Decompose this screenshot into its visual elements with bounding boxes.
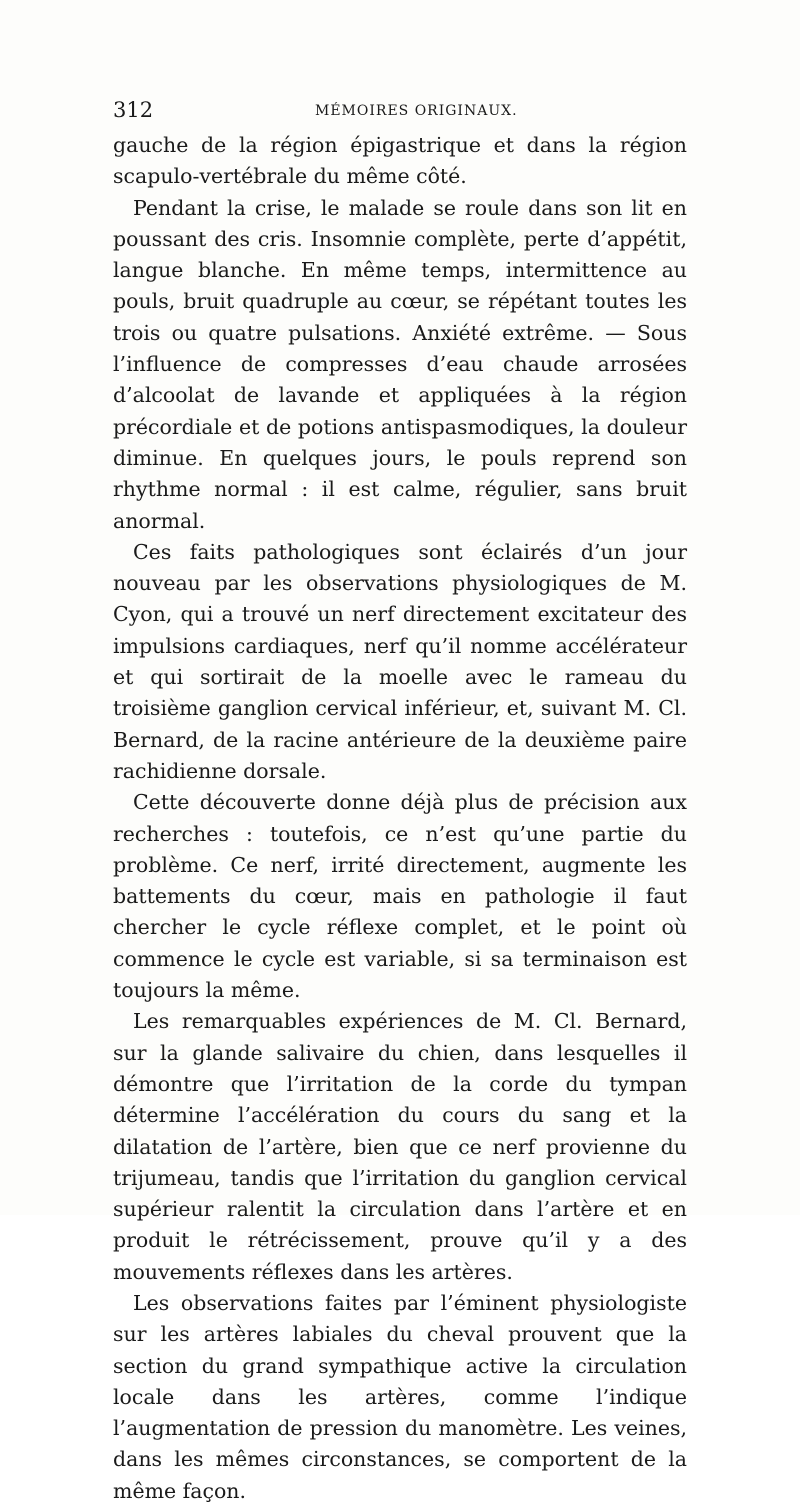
page-header xyxy=(113,98,703,124)
body-text xyxy=(113,130,687,1507)
running-title: MÉMOIRES ORIGINAUX. xyxy=(315,103,518,119)
paragraph-observations: Les observations faites par l’éminent physiologiste sur les artères labiales du cheval prouvent que la section du grand sympathique active la circulation locale dans les artères, comme l’indique l’augmentation de pression du manomètre. Les veines, dans les mêmes circonstances, se comportent de la même façon. xyxy=(113,1290,687,1503)
paragraph-continued: gauche de la région épigastrique et dans la région scapulo-vertébrale du même côté. xyxy=(113,133,687,189)
paragraph-cyon: Ces faits pathologiques sont éclairés d’un jour nouveau par les observations physiologiques de M. Cyon, qui a trouvé un nerf directement excitateur des impulsions cardiaques, nerf qu’il nomme accélérateur et qui sortirait de la moelle avec le rameau du troisième ganglion cervical inférieur, et, suivant M. Cl. Bernard, de la racine antérieure de la deuxième paire rachidienne dorsale. xyxy=(113,539,687,783)
paragraph-crisis: Pendant la crise, le malade se roule dans son lit en poussant des cris. Insomnie complète, perte d’appétit, langue blanche. En même temps, intermittence au pouls, bruit quadruple au cœur, se répétant toutes les trois ou quatre pulsations. Anxiété extrême. — Sous l’influence de compresses d’eau chaude arrosées d’alcoolat de lavande et appliquées à la région précordiale et de potions antispasmodiques, la douleur diminue. En quelques jours, le pouls reprend son rhythme normal : il est calme, régulier, sans bruit anormal. xyxy=(113,195,687,533)
paragraph-bernard-experiences: Les remarquables expériences de M. Cl. Bernard, sur la glande salivaire du chien, dans lesquelles il démontre que l’irritation de la corde du tympan détermine l’accélération du cours du sang et la dilatation de l’artère, bien que ce nerf provienne du trijumeau, tandis que l’irritation du ganglion cervical supérieur ralentit la circulation dans l’artère et en produit le rétrécissement, prouve qu’il y a des mouvements réflexes dans les artères. xyxy=(113,1009,687,1284)
paragraph-decouverte: Cette découverte donne déjà plus de précision aux recherches : toutefois, ce n’est qu’une partie du problème. Ce nerf, irrité directement, augmente les battements du cœur, mais en pathologie il faut chercher le cycle réflexe complet, et le point où commence le cycle est variable, si sa terminaison est toujours la même. xyxy=(113,790,687,1003)
page-number: 312 xyxy=(113,98,154,122)
